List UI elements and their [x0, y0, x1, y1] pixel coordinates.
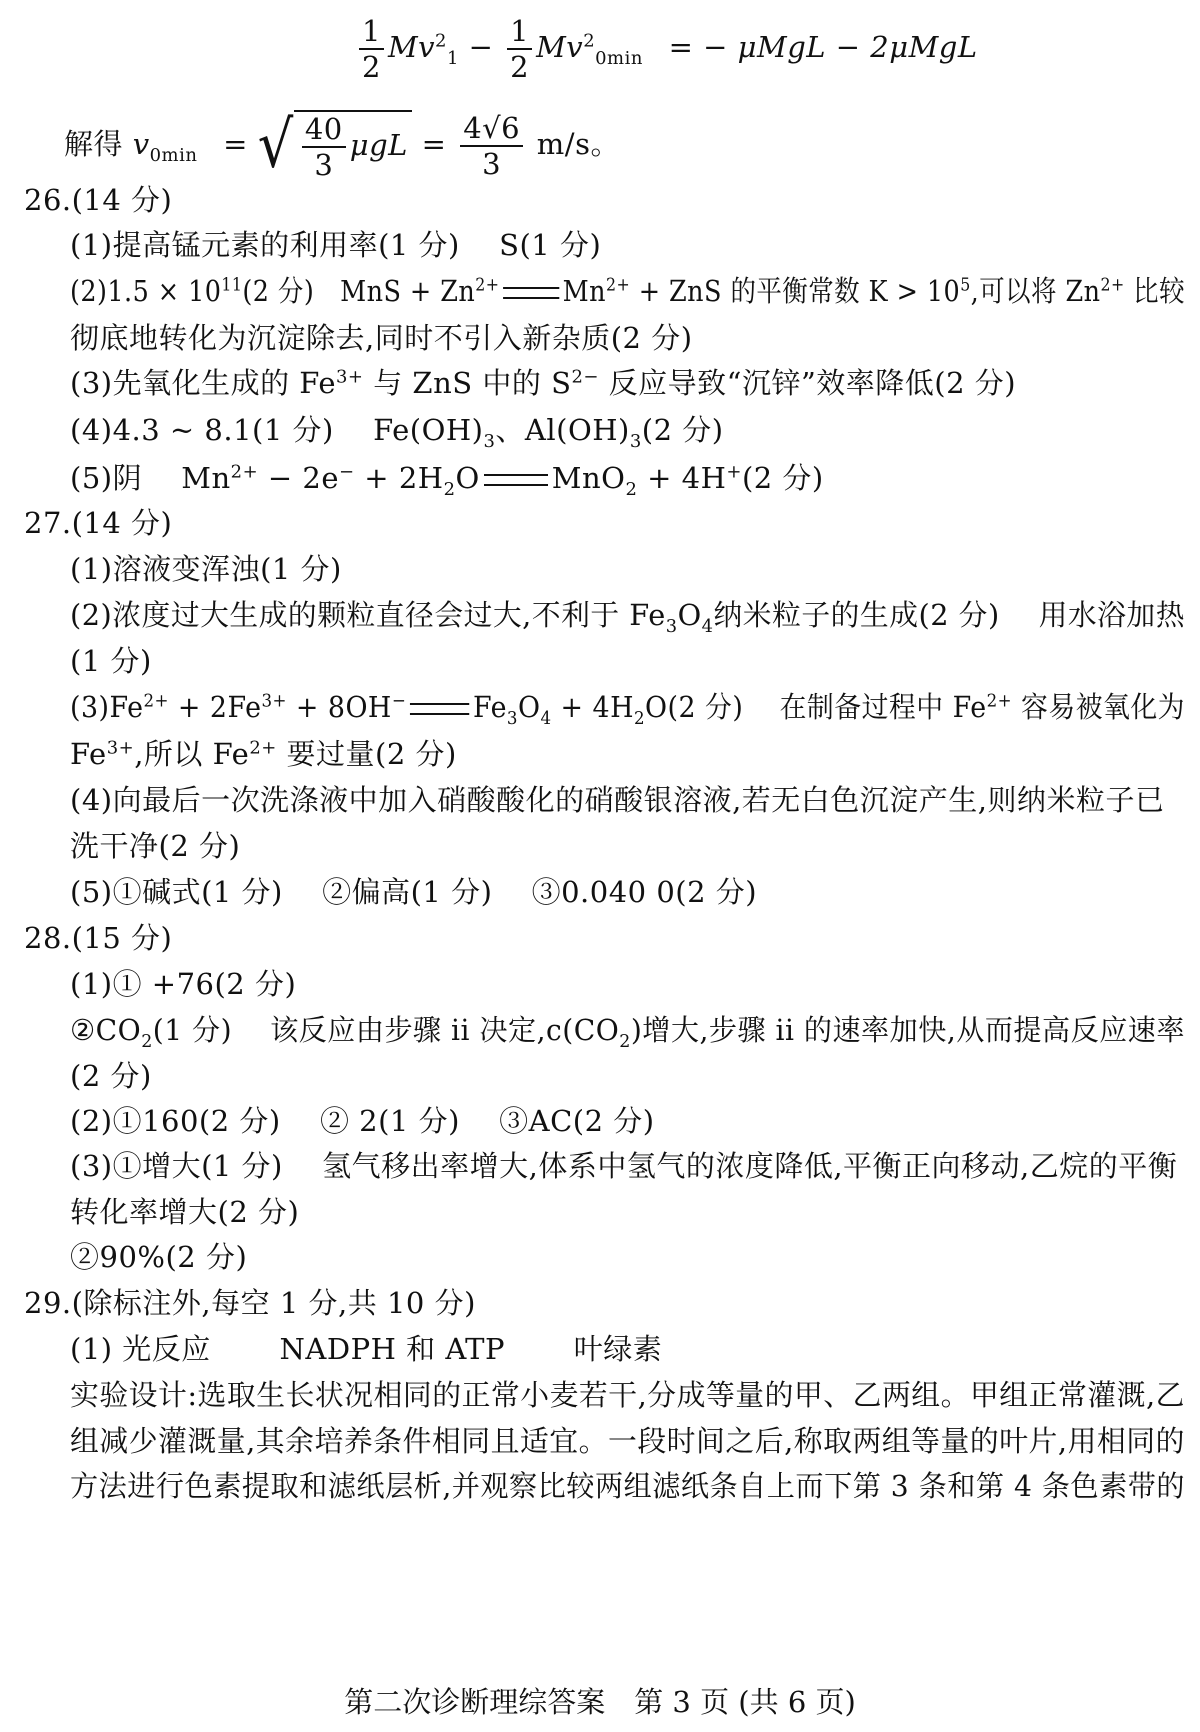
- q27-line-1: (1)溶液变浑浊(1 分): [70, 552, 342, 586]
- q29-header: 29.(除标注外,每空 1 分,共 10 分): [24, 1286, 476, 1320]
- q27-header: 27.(14 分): [24, 506, 173, 540]
- solve-equation: 解得 $v_{0min}$ = √ $\frac{40}{3}$ μgL = $\frac{4√6}{3}$ m/s。: [64, 108, 620, 183]
- equal-sign: [484, 474, 548, 486]
- q26-line-2: $(2)1.5 \times 10^{11}(2$ 分) MnS + $Zn^{2+}$ $Mn^{2+}$ + ZnS 的平衡常数 $K > 10^5$,可以将 $Zn^{2+}$ 比较: [70, 274, 1185, 308]
- fraction: $\frac{1}{2}$: [359, 14, 384, 84]
- q28-header: 28.(15 分): [24, 921, 173, 955]
- q26-line-6: (5)阴 $Mn^{2+} - 2e^- + 2H_2O$ MnO$_2$ + 4H+(2 分): [70, 461, 824, 500]
- equal-sign: [410, 703, 469, 715]
- energy-equation: $\frac{1}{2}$ $Mv^2_1$ − $\frac{1}{2}$ $Mv^2_{0min}$ = − μMgL − 2μMgL: [355, 14, 978, 84]
- q26-header: 26.(14 分): [24, 183, 173, 217]
- q27-line-5: $Fe^{3+}$,所以 $Fe^{2+}$ 要过量(2 分): [70, 737, 457, 771]
- q29-line-4: 方法进行色素提取和滤纸层析,并观察比较两组滤纸条自上而下第 3 条和第 4 条色素带的: [70, 1469, 1185, 1503]
- q28-line-3: (2 分): [70, 1059, 152, 1093]
- q26-line-3: 彻底地转化为沉淀除去,同时不引入新杂质(2 分): [70, 321, 693, 355]
- fraction: $\frac{4√6}{3}$: [460, 111, 523, 181]
- square-root: √ $\frac{40}{3}$ μgL: [258, 110, 412, 182]
- q28-line-6: 转化率增大(2 分): [70, 1195, 300, 1229]
- q26-line-5: (4)4.3 ~ 8.1(1 分) $Fe(OH)_3$、$Al(OH)_3(2$ 分): [70, 413, 724, 452]
- q26-line-1: (1)提高锰元素的利用率(1 分) S(1 分): [70, 228, 602, 262]
- q28-line-5: (3)①增大(1 分) 氢气移出率增大,体系中氢气的浓度降低,平衡正向移动,乙烷的平衡: [70, 1149, 1178, 1183]
- q28-line-4: (2)①160(2 分) ② 2(1 分) ③AC(2 分): [70, 1104, 655, 1138]
- q26-line-4: (3)先氧化生成的 $Fe^{3+}$ 与 ZnS 中的 $S^{2-}$ 反应导致“沉锌”效率降低(2 分): [70, 366, 1017, 400]
- q27-line-3: (1 分): [70, 644, 152, 678]
- q29-line-3: 组减少灌溉量,其余培养条件相同且适宜。一段时间之后,称取两组等量的叶片,用相同的: [70, 1424, 1185, 1458]
- q28-line-7: ②90%(2 分): [70, 1240, 248, 1274]
- fraction: $\frac{1}{2}$: [507, 14, 532, 84]
- q27-line-4: $(3)Fe^{2+} + 2Fe^{3+} + 8OH^-$ $Fe_3O_4 + 4H_2O(2$ 分) 在制备过程中 $Fe^{2+}$ 容易被氧化为: [70, 690, 1185, 729]
- q27-line-7: 洗干净(2 分): [70, 829, 241, 863]
- q29-line-1: (1) 光反应 NADPH 和 ATP 叶绿素: [70, 1332, 663, 1366]
- q29-line-2: 实验设计:选取生长状况相同的正常小麦若干,分成等量的甲、乙两组。甲组正常灌溉,乙: [70, 1378, 1185, 1412]
- q27-line-2: (2)浓度过大生成的颗粒直径会过大,不利于 $Fe_3O_4$纳米粒子的生成(2 分) 用水浴加热: [70, 598, 1185, 637]
- q27-line-8: (5)①碱式(1 分) ②偏高(1 分) ③0.040 0(2 分): [70, 875, 758, 909]
- page-footer: 第二次诊断理综答案 第 3 页 (共 6 页): [344, 1685, 856, 1719]
- equilibrium-sign: [503, 287, 559, 299]
- q28-line-1: (1)① +76(2 分): [70, 967, 297, 1001]
- q28-line-2: $②CO_2(1$ 分) 该反应由步骤 ii 决定$,c(CO_2)$增大,步骤 ii 的速率加快,从而提高反应速率: [70, 1013, 1185, 1052]
- q27-line-6: (4)向最后一次洗涤液中加入硝酸酸化的硝酸银溶液,若无白色沉淀产生,则纳米粒子已: [70, 783, 1165, 817]
